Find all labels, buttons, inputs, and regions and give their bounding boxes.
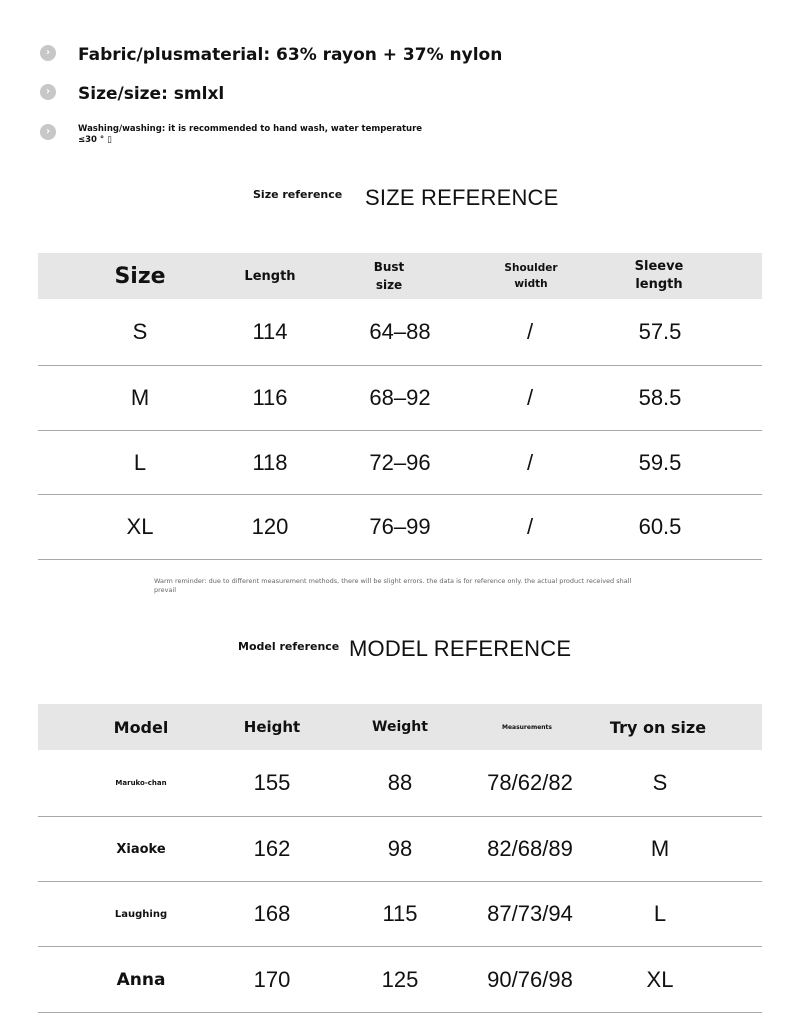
table-row <box>38 947 762 1013</box>
cell-bust: 64–88 <box>369 319 431 344</box>
cell-shoulder: / <box>526 514 534 539</box>
model-reference-big-title: MODEL REFERENCE <box>349 636 572 661</box>
size-table <box>38 253 762 560</box>
cell-height: 155 <box>253 770 291 795</box>
cell-shoulder: / <box>526 449 534 475</box>
cell-length: 114 <box>252 319 288 344</box>
model-table-header <box>38 704 762 750</box>
cell-measurements: 87/73/94 <box>487 901 573 926</box>
cell-sleeve: 60.5 <box>638 514 682 539</box>
header-size: Size <box>114 263 166 289</box>
table-row <box>38 750 762 817</box>
cell-weight: 98 <box>387 836 413 861</box>
table-row <box>38 817 762 882</box>
spec-washing <box>40 124 438 146</box>
cell-sleeve: 58.5 <box>638 385 682 410</box>
cell-length: 118 <box>252 449 288 475</box>
header-weight: Weight <box>372 719 428 735</box>
cell-size: L <box>133 449 147 475</box>
size-table-header <box>38 253 762 299</box>
cell-bust: 76–99 <box>369 514 431 539</box>
table-row <box>38 431 762 495</box>
cell-size: S <box>132 319 148 344</box>
model-reference-small-title: Model reference <box>238 640 340 653</box>
header-height: Height <box>243 718 301 736</box>
cell-weight: 88 <box>387 770 413 795</box>
cell-sleeve: 57.5 <box>638 319 682 344</box>
spec-size <box>40 84 224 104</box>
model-table <box>38 704 762 1013</box>
table-row <box>38 495 762 560</box>
header-length: Length <box>244 268 296 284</box>
chevron-right-icon: › <box>40 45 56 61</box>
cell-model: Xiaoke <box>116 841 166 857</box>
cell-measurements: 90/76/98 <box>487 966 573 992</box>
cell-height: 170 <box>253 966 291 992</box>
cell-sleeve: 59.5 <box>638 449 682 475</box>
header-shoulder-width: Shoulder width <box>504 262 558 290</box>
table-row <box>38 366 762 431</box>
header-bust-size: Bust size <box>373 260 405 292</box>
cell-height: 168 <box>253 901 291 926</box>
cell-measurements: 78/62/82 <box>487 770 573 795</box>
warm-reminder-note: Warm reminder: due to different measurement methods, there will be slight errors. the data is for reference only. the actual product received shall prevail <box>154 577 632 594</box>
chevron-right-icon: › <box>40 84 56 100</box>
header-try-on-size: Try on size <box>609 717 707 737</box>
chevron-right-icon: › <box>40 124 56 140</box>
header-measurements: Measurements <box>502 723 552 731</box>
size-reference-big-title: SIZE REFERENCE <box>365 185 559 210</box>
cell-weight: 125 <box>381 966 419 992</box>
table-row <box>38 299 762 366</box>
table-row <box>38 882 762 947</box>
cell-try-on-size: M <box>650 836 670 861</box>
spec-fabric-text: Fabric/plusmaterial: 63% rayon + 37% nylon <box>78 45 503 65</box>
header-model: Model <box>113 717 169 737</box>
spec-washing-text: Washing/washing: it is recommended to hand wash, water temperature ≤30 ° ▯ <box>78 124 423 145</box>
cell-model: Laughing <box>114 908 168 920</box>
cell-bust: 72–96 <box>369 449 431 475</box>
size-reference-small-title: Size reference <box>253 188 343 201</box>
cell-length: 120 <box>251 514 289 539</box>
cell-try-on-size: XL <box>646 966 674 992</box>
cell-shoulder: / <box>526 385 534 410</box>
cell-size: M <box>130 385 150 410</box>
cell-height: 162 <box>253 836 291 861</box>
spec-size-text: Size/size: smlxl <box>78 84 225 104</box>
spec-fabric <box>40 45 502 65</box>
cell-try-on-size: L <box>653 901 667 926</box>
cell-shoulder: / <box>526 319 534 344</box>
cell-bust: 68–92 <box>369 385 431 410</box>
cell-model: Anna <box>116 969 166 990</box>
cell-weight: 115 <box>382 901 418 926</box>
cell-try-on-size: S <box>652 770 668 795</box>
cell-size: XL <box>126 514 154 539</box>
cell-model: Maruko-chan <box>115 779 167 787</box>
cell-length: 116 <box>252 385 288 410</box>
cell-measurements: 82/68/89 <box>487 836 573 861</box>
header-sleeve-length: Sleeve length <box>634 259 684 292</box>
